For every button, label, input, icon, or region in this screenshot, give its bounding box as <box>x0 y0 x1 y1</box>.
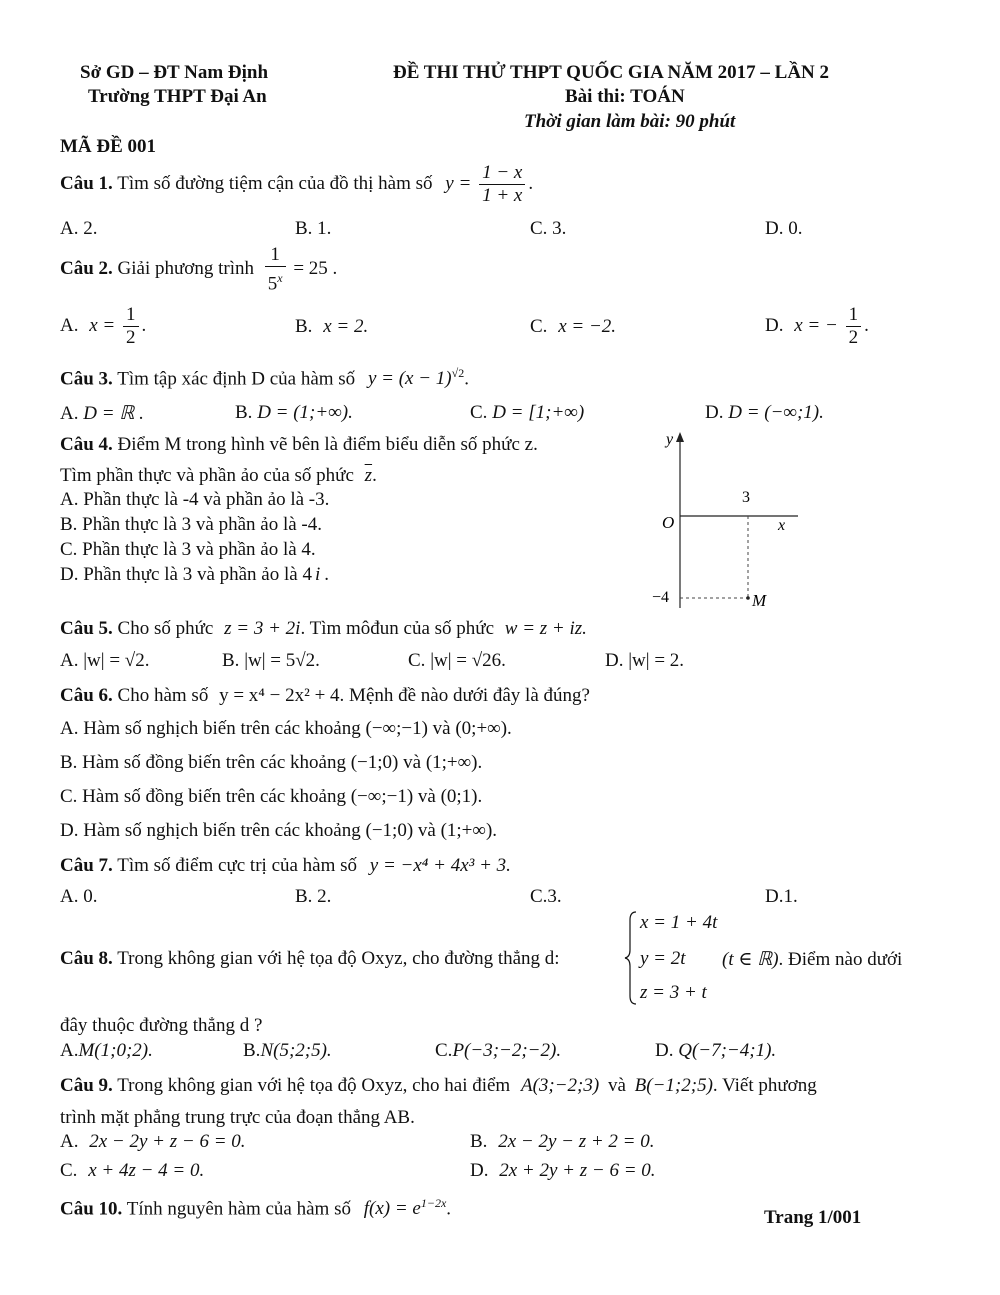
q3-text: Tìm tập xác định D của hàm số <box>117 368 356 390</box>
q8-optA-label: A. <box>60 1040 79 1061</box>
q2-option-b <box>295 316 368 338</box>
q8-sys-x: x = 1 + 4t <box>640 912 718 933</box>
point-m-label: M <box>752 591 767 610</box>
q2-den: 5 <box>267 273 278 295</box>
q5-optA-label: A. <box>60 650 79 671</box>
q2-option-a <box>60 304 146 349</box>
q3-optA-label: A. <box>60 403 79 424</box>
q4-optD-tail: . <box>324 564 329 585</box>
q7-option-a: A. 0. <box>60 886 98 907</box>
q5-optB-val: |w| = 5√2. <box>244 650 320 671</box>
q3-tail: . <box>464 368 469 390</box>
q3-option-d <box>705 402 824 424</box>
q5-optC-label: C. <box>408 650 426 671</box>
point-m <box>746 596 750 600</box>
question-10 <box>60 1196 451 1220</box>
q1-tail: . <box>528 172 534 194</box>
q5-w: w = z + iz. <box>504 618 587 639</box>
q8-optA-val: M(1;0;2). <box>78 1040 153 1061</box>
q6-label: Câu 6. <box>60 685 113 706</box>
question-2 <box>60 244 337 295</box>
q8-optD-label: D. <box>655 1040 674 1061</box>
q2-optA-frac <box>123 304 139 349</box>
q3-option-c <box>470 402 584 424</box>
question-5 <box>60 618 587 640</box>
q8-optD-val: Q(−7;−4;1). <box>678 1040 777 1061</box>
q4-option-c: C. Phần thực là 3 và phần ảo là 4. <box>60 539 316 560</box>
q2-optD-label: D. <box>765 314 784 336</box>
q8-sys-y: y = 2t <box>640 948 686 969</box>
q8-sys-z: z = 3 + t <box>640 982 707 1003</box>
q6-option-a: A. Hàm số nghịch biến trên các khoảng (−∞;−1) và (0;+∞). <box>60 718 512 739</box>
q2-optA-tail: . <box>141 314 147 336</box>
q8-line2: đây thuộc đường thẳng d ? <box>60 1015 263 1036</box>
q2-optB-eq: x = 2. <box>323 316 369 337</box>
q4-optD-i: i <box>314 564 321 585</box>
q1-option-d: D. 0. <box>765 218 803 239</box>
q9-optB-label: B. <box>470 1131 488 1152</box>
q9-optA-label: A. <box>60 1131 79 1152</box>
complex-plane-figure <box>650 430 800 610</box>
q9-text: Trong không gian với hệ tọa độ Oxyz, cho hai điểm <box>117 1075 511 1096</box>
q1-text: Tìm số đường tiệm cận của đồ thị hàm số <box>117 172 433 194</box>
page-number: Trang 1/001 <box>764 1207 862 1228</box>
q5-option-c <box>408 650 506 672</box>
q9-optC-val: x + 4z − 4 = 0. <box>88 1160 205 1181</box>
q2-option-c <box>530 316 616 338</box>
q4-option-b: B. Phần thực là 3 và phần ảo là -4. <box>60 514 322 535</box>
origin-label: O <box>662 513 675 532</box>
q5-option-b <box>222 650 320 672</box>
q6-option-d: D. Hàm số nghịch biến trên các khoảng (−1;0) và (1;+∞). <box>60 820 498 841</box>
q8-option-c <box>435 1040 561 1062</box>
q9-optC-label: C. <box>60 1160 78 1181</box>
q8-option-d <box>655 1040 776 1062</box>
q9-option-b <box>470 1131 654 1153</box>
q10-exp: 1−2x <box>420 1196 447 1210</box>
school-name: Trường THPT Đại An <box>88 86 267 107</box>
q8-optC-label: C. <box>435 1040 453 1061</box>
tick-minus4-label: −4 <box>652 589 670 606</box>
q3-label: Câu 3. <box>60 368 113 390</box>
q6-tail: . Mệnh đề nào dưới đây là đúng? <box>339 685 590 706</box>
q1-label: Câu 1. <box>60 172 113 194</box>
q2-optD-den: 2 <box>848 327 859 348</box>
q3-fn: y = (x − 1) <box>367 368 452 390</box>
q2-text: Giải phương trình <box>117 258 254 280</box>
q7-fn: y = −x⁴ + 4x³ + 3. <box>369 855 511 876</box>
q3-optC-val: D = [1;+∞) <box>492 402 585 423</box>
q8-param: (t ∈ ℝ) <box>722 949 779 970</box>
question-7 <box>60 855 511 877</box>
q4-line2-text: Tìm phần thực và phần ảo của số phức <box>60 465 354 486</box>
q2-optB-label: B. <box>295 316 313 337</box>
q8-brace <box>624 910 638 1006</box>
q8-option-b <box>243 1040 332 1062</box>
dept-name: Sở GD – ĐT Nam Định <box>80 62 269 83</box>
q8-optB-val: N(5;2;5). <box>260 1040 332 1061</box>
q1-fraction <box>479 162 525 207</box>
y-arrow <box>676 432 684 442</box>
q5-label: Câu 5. <box>60 618 113 639</box>
q5-optC-val: |w| = √26. <box>430 650 506 671</box>
q5-mid: . Tìm môđun của số phức <box>300 618 495 639</box>
q2-rhs: = 25 . <box>293 258 338 280</box>
q2-den-exp: x <box>277 271 283 285</box>
q7-label: Câu 7. <box>60 855 113 876</box>
q3-optD-label: D. <box>705 402 724 423</box>
q4-line2 <box>60 465 377 487</box>
q2-optC-eq: x = −2. <box>558 316 617 337</box>
q10-tail: . <box>446 1198 452 1220</box>
question-4 <box>60 434 538 456</box>
q2-label: Câu 2. <box>60 258 113 280</box>
q2-option-d <box>765 304 869 349</box>
q1-num: 1 − x <box>479 162 525 185</box>
q8-param-wrap <box>722 948 902 971</box>
q9-label: Câu 9. <box>60 1075 113 1096</box>
q8-optB-label: B. <box>243 1040 261 1061</box>
question-9 <box>60 1075 817 1097</box>
q7-option-d: D.1. <box>765 886 798 907</box>
q1-option-b: B. 1. <box>295 218 332 239</box>
q4-optD-text: D. Phần thực là 3 và phần ảo là 4 <box>60 564 312 585</box>
question-6 <box>60 685 590 707</box>
q9-point-b: B(−1;2;5) <box>634 1075 713 1096</box>
q4-zbar: $\overline{z}$ <box>364 465 373 486</box>
q3-option-a <box>60 402 144 425</box>
q9-point-a: A(3;−2;3) <box>520 1075 600 1096</box>
q4-option-a: A. Phần thực là -4 và phần ảo là -3. <box>60 489 330 510</box>
q3-optB-val: D = (1;+∞). <box>257 402 353 423</box>
q1-fn-lhs: y = <box>445 172 472 194</box>
q8-tail: . Điểm nào dưới <box>778 949 903 970</box>
q9-option-d <box>470 1160 656 1182</box>
question-1 <box>60 162 533 207</box>
q10-text: Tính nguyên hàm của hàm số <box>126 1198 351 1220</box>
q5-optD-val: |w| = 2. <box>628 650 685 671</box>
question-3 <box>60 366 469 390</box>
question-8 <box>60 948 560 970</box>
q9-option-a <box>60 1131 246 1153</box>
q9-optB-val: 2x − 2y − z + 2 = 0. <box>498 1131 655 1152</box>
q10-fn: f(x) = e <box>363 1198 421 1220</box>
q2-num: 1 <box>265 244 286 267</box>
q5-optA-val: |w| = √2. <box>83 650 150 671</box>
q2-optD-var: x = − <box>794 314 838 336</box>
q9-optD-val: 2x + 2y + z − 6 = 0. <box>499 1160 656 1181</box>
q2-optA-num: 1 <box>123 304 139 327</box>
q9-option-c <box>60 1160 204 1182</box>
q7-option-c: C.3. <box>530 886 562 907</box>
q9-line2: trình mặt phẳng trung trực của đoạn thẳng AB. <box>60 1107 415 1128</box>
q1-den: 1 + x <box>482 185 523 206</box>
q8-label: Câu 8. <box>60 948 113 969</box>
q3-optB-label: B. <box>235 402 253 423</box>
tick-3-label: 3 <box>742 489 750 506</box>
q3-optC-label: C. <box>470 402 488 423</box>
q3-exp: √2 <box>451 366 465 380</box>
exam-time: Thời gian làm bài: 90 phút <box>524 111 736 132</box>
q3-optA-val: D = ℝ . <box>83 403 144 424</box>
q3-optD-val: D = (−∞;1). <box>728 402 824 423</box>
exam-code: MÃ ĐỀ 001 <box>60 136 157 157</box>
q2-fraction <box>265 244 286 295</box>
q9-tail: . Viết phương <box>712 1075 817 1096</box>
q9-optA-val: 2x − 2y + z − 6 = 0. <box>89 1131 246 1152</box>
q5-optB-label: B. <box>222 650 240 671</box>
q2-optA-label: A. <box>60 314 79 336</box>
q5-z: z = 3 + 2i <box>224 618 301 639</box>
q8-text: Trong không gian với hệ tọa độ Oxyz, cho đường thẳng d: <box>117 948 560 969</box>
q2-optD-tail: . <box>864 314 869 336</box>
q5-optD-label: D. <box>605 650 624 671</box>
q4-option-d <box>60 564 329 586</box>
q2-optD-frac <box>846 304 862 349</box>
q1-option-c: C. 3. <box>530 218 567 239</box>
q9-optD-label: D. <box>470 1160 489 1181</box>
exam-title: ĐỀ THI THỬ THPT QUỐC GIA NĂM 2017 – LẦN 2 <box>393 62 830 83</box>
q2-optC-label: C. <box>530 316 548 337</box>
q5-text: Cho số phức <box>117 618 214 639</box>
q9-and: và <box>607 1075 626 1096</box>
q6-option-b: B. Hàm số đồng biến trên các khoảng (−1;0) và (1;+∞). <box>60 752 483 773</box>
q5-option-d <box>605 650 684 672</box>
q1-option-a: A. 2. <box>60 218 98 239</box>
x-axis-label: x <box>778 517 786 534</box>
q2-optD-num: 1 <box>846 304 862 327</box>
q4-text: Điểm M trong hình vẽ bên là điểm biểu diễn số phức z. <box>117 434 538 455</box>
q6-fn: y = x⁴ − 2x² + 4 <box>219 685 340 706</box>
q2-den-wrap <box>265 267 286 295</box>
q10-label: Câu 10. <box>60 1198 123 1220</box>
subject: Bài thi: TOÁN <box>565 86 685 107</box>
q8-optC-val: P(−3;−2;−2). <box>452 1040 562 1061</box>
q6-option-c: C. Hàm số đồng biến trên các khoảng (−∞;−1) và (0;1). <box>60 786 483 807</box>
y-axis-label: y <box>666 431 674 448</box>
q4-label: Câu 4. <box>60 434 113 455</box>
q5-option-a <box>60 650 149 672</box>
q8-option-a <box>60 1040 153 1062</box>
q4-line2-tail: . <box>372 465 377 486</box>
q7-text: Tìm số điểm cực trị của hàm số <box>117 855 358 876</box>
q3-option-b <box>235 402 353 424</box>
q7-option-b: B. 2. <box>295 886 332 907</box>
q2-optA-var: x = <box>89 314 116 336</box>
q2-optA-den: 2 <box>126 327 136 348</box>
q6-text: Cho hàm số <box>117 685 209 706</box>
